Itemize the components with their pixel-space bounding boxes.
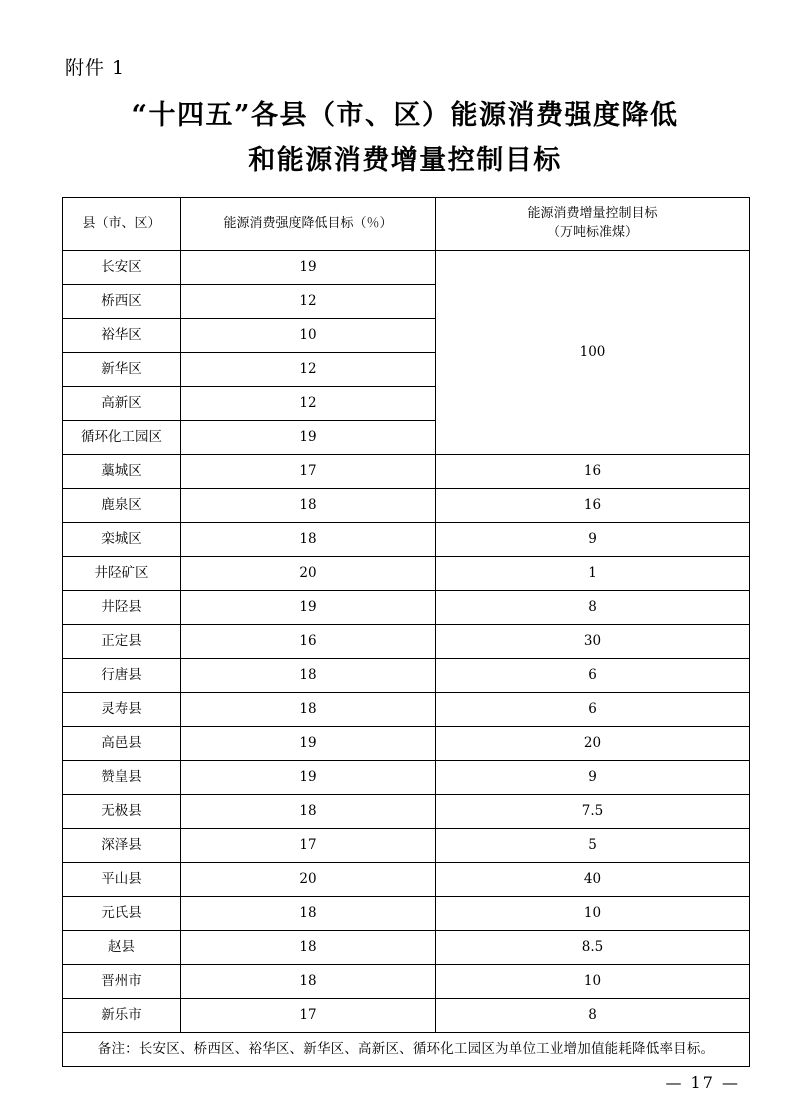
table-row: [63, 965, 750, 999]
cell-county: 行唐县: [63, 659, 181, 693]
table-row: [63, 727, 750, 761]
cell-county: 高新区: [63, 387, 181, 421]
cell-county: 元氏县: [63, 897, 181, 931]
cell-intensity: 19: [181, 421, 436, 455]
cell-increment: 20: [436, 727, 750, 761]
table-row: [63, 693, 750, 727]
cell-intensity: 17: [181, 455, 436, 489]
cell-intensity: 18: [181, 897, 436, 931]
page-title-line1: “十四五”各县（市、区）能源消费强度降低: [131, 100, 679, 131]
table-row: [63, 897, 750, 931]
table-note-row: [63, 1033, 750, 1067]
table-row: [63, 931, 750, 965]
cell-increment: 10: [436, 897, 750, 931]
table-row: [63, 625, 750, 659]
cell-county: 赵县: [63, 931, 181, 965]
table-row: [63, 251, 750, 285]
table-row: [63, 489, 750, 523]
cell-intensity: 18: [181, 795, 436, 829]
page-title: [89, 94, 720, 183]
cell-intensity: 12: [181, 285, 436, 319]
cell-county: 新华区: [63, 353, 181, 387]
cell-intensity: 19: [181, 251, 436, 285]
cell-county: 高邑县: [63, 727, 181, 761]
cell-county: 裕华区: [63, 319, 181, 353]
cell-county: 桥西区: [63, 285, 181, 319]
cell-intensity: 18: [181, 693, 436, 727]
table-row: [63, 795, 750, 829]
cell-county: 正定县: [63, 625, 181, 659]
cell-county: 晋州市: [63, 965, 181, 999]
cell-intensity: 19: [181, 727, 436, 761]
column-header-intensity: 能源消费强度降低目标（％）: [181, 198, 436, 251]
table-row: [63, 659, 750, 693]
table-row: [63, 591, 750, 625]
cell-county: 井陉县: [63, 591, 181, 625]
column-header-increment-line2: （万吨标准煤）: [546, 225, 638, 241]
cell-increment-merged: 100: [436, 251, 750, 455]
table-header-row: [63, 198, 750, 251]
cell-county: 深泽县: [63, 829, 181, 863]
table-row: [63, 999, 750, 1033]
cell-county: 藁城区: [63, 455, 181, 489]
cell-county: 循环化工园区: [63, 421, 181, 455]
cell-increment: 40: [436, 863, 750, 897]
cell-intensity: 10: [181, 319, 436, 353]
table-row: [63, 863, 750, 897]
column-header-increment-line1: 能源消费增量控制目标: [527, 206, 658, 222]
cell-county: 新乐市: [63, 999, 181, 1033]
cell-increment: 6: [436, 693, 750, 727]
table-row: [63, 557, 750, 591]
cell-intensity: 19: [181, 591, 436, 625]
cell-increment: 8.5: [436, 931, 750, 965]
cell-increment: 9: [436, 761, 750, 795]
table-body: [63, 251, 750, 1033]
cell-county: 平山县: [63, 863, 181, 897]
cell-increment: 9: [436, 523, 750, 557]
cell-intensity: 18: [181, 931, 436, 965]
cell-intensity: 19: [181, 761, 436, 795]
cell-intensity: 12: [181, 353, 436, 387]
cell-intensity: 16: [181, 625, 436, 659]
table-row: [63, 523, 750, 557]
cell-intensity: 17: [181, 999, 436, 1033]
cell-intensity: 18: [181, 965, 436, 999]
table-row: [63, 455, 750, 489]
cell-county: 赞皇县: [63, 761, 181, 795]
page-number: — 17 —: [665, 1073, 740, 1092]
cell-county: 灵寿县: [63, 693, 181, 727]
cell-increment: 8: [436, 999, 750, 1033]
cell-intensity: 20: [181, 557, 436, 591]
cell-county: 长安区: [63, 251, 181, 285]
cell-intensity: 18: [181, 659, 436, 693]
cell-intensity: 18: [181, 489, 436, 523]
table-header: [63, 198, 750, 251]
cell-county: 无极县: [63, 795, 181, 829]
column-header-county: 县（市、区）: [63, 198, 181, 251]
energy-targets-table: [62, 197, 750, 1067]
cell-increment: 8: [436, 591, 750, 625]
cell-increment: 7.5: [436, 795, 750, 829]
cell-county: 鹿泉区: [63, 489, 181, 523]
cell-increment: 30: [436, 625, 750, 659]
column-header-increment: [436, 198, 750, 251]
cell-increment: 10: [436, 965, 750, 999]
cell-intensity: 20: [181, 863, 436, 897]
table-row: [63, 761, 750, 795]
cell-increment: 1: [436, 557, 750, 591]
cell-intensity: 17: [181, 829, 436, 863]
cell-increment: 5: [436, 829, 750, 863]
table-row: [63, 829, 750, 863]
cell-intensity: 18: [181, 523, 436, 557]
cell-intensity: 12: [181, 387, 436, 421]
cell-increment: 16: [436, 489, 750, 523]
table-note: 备注：长安区、桥西区、裕华区、新华区、高新区、循环化工园区为单位工业增加值能耗降低率目标。: [63, 1033, 750, 1067]
cell-county: 井陉矿区: [63, 557, 181, 591]
table-footer: [63, 1033, 750, 1067]
cell-increment: 6: [436, 659, 750, 693]
cell-county: 栾城区: [63, 523, 181, 557]
cell-increment: 16: [436, 455, 750, 489]
attachment-label: 附件 1: [65, 57, 126, 79]
page-title-line2: 和能源消费增量控制目标: [248, 144, 562, 176]
